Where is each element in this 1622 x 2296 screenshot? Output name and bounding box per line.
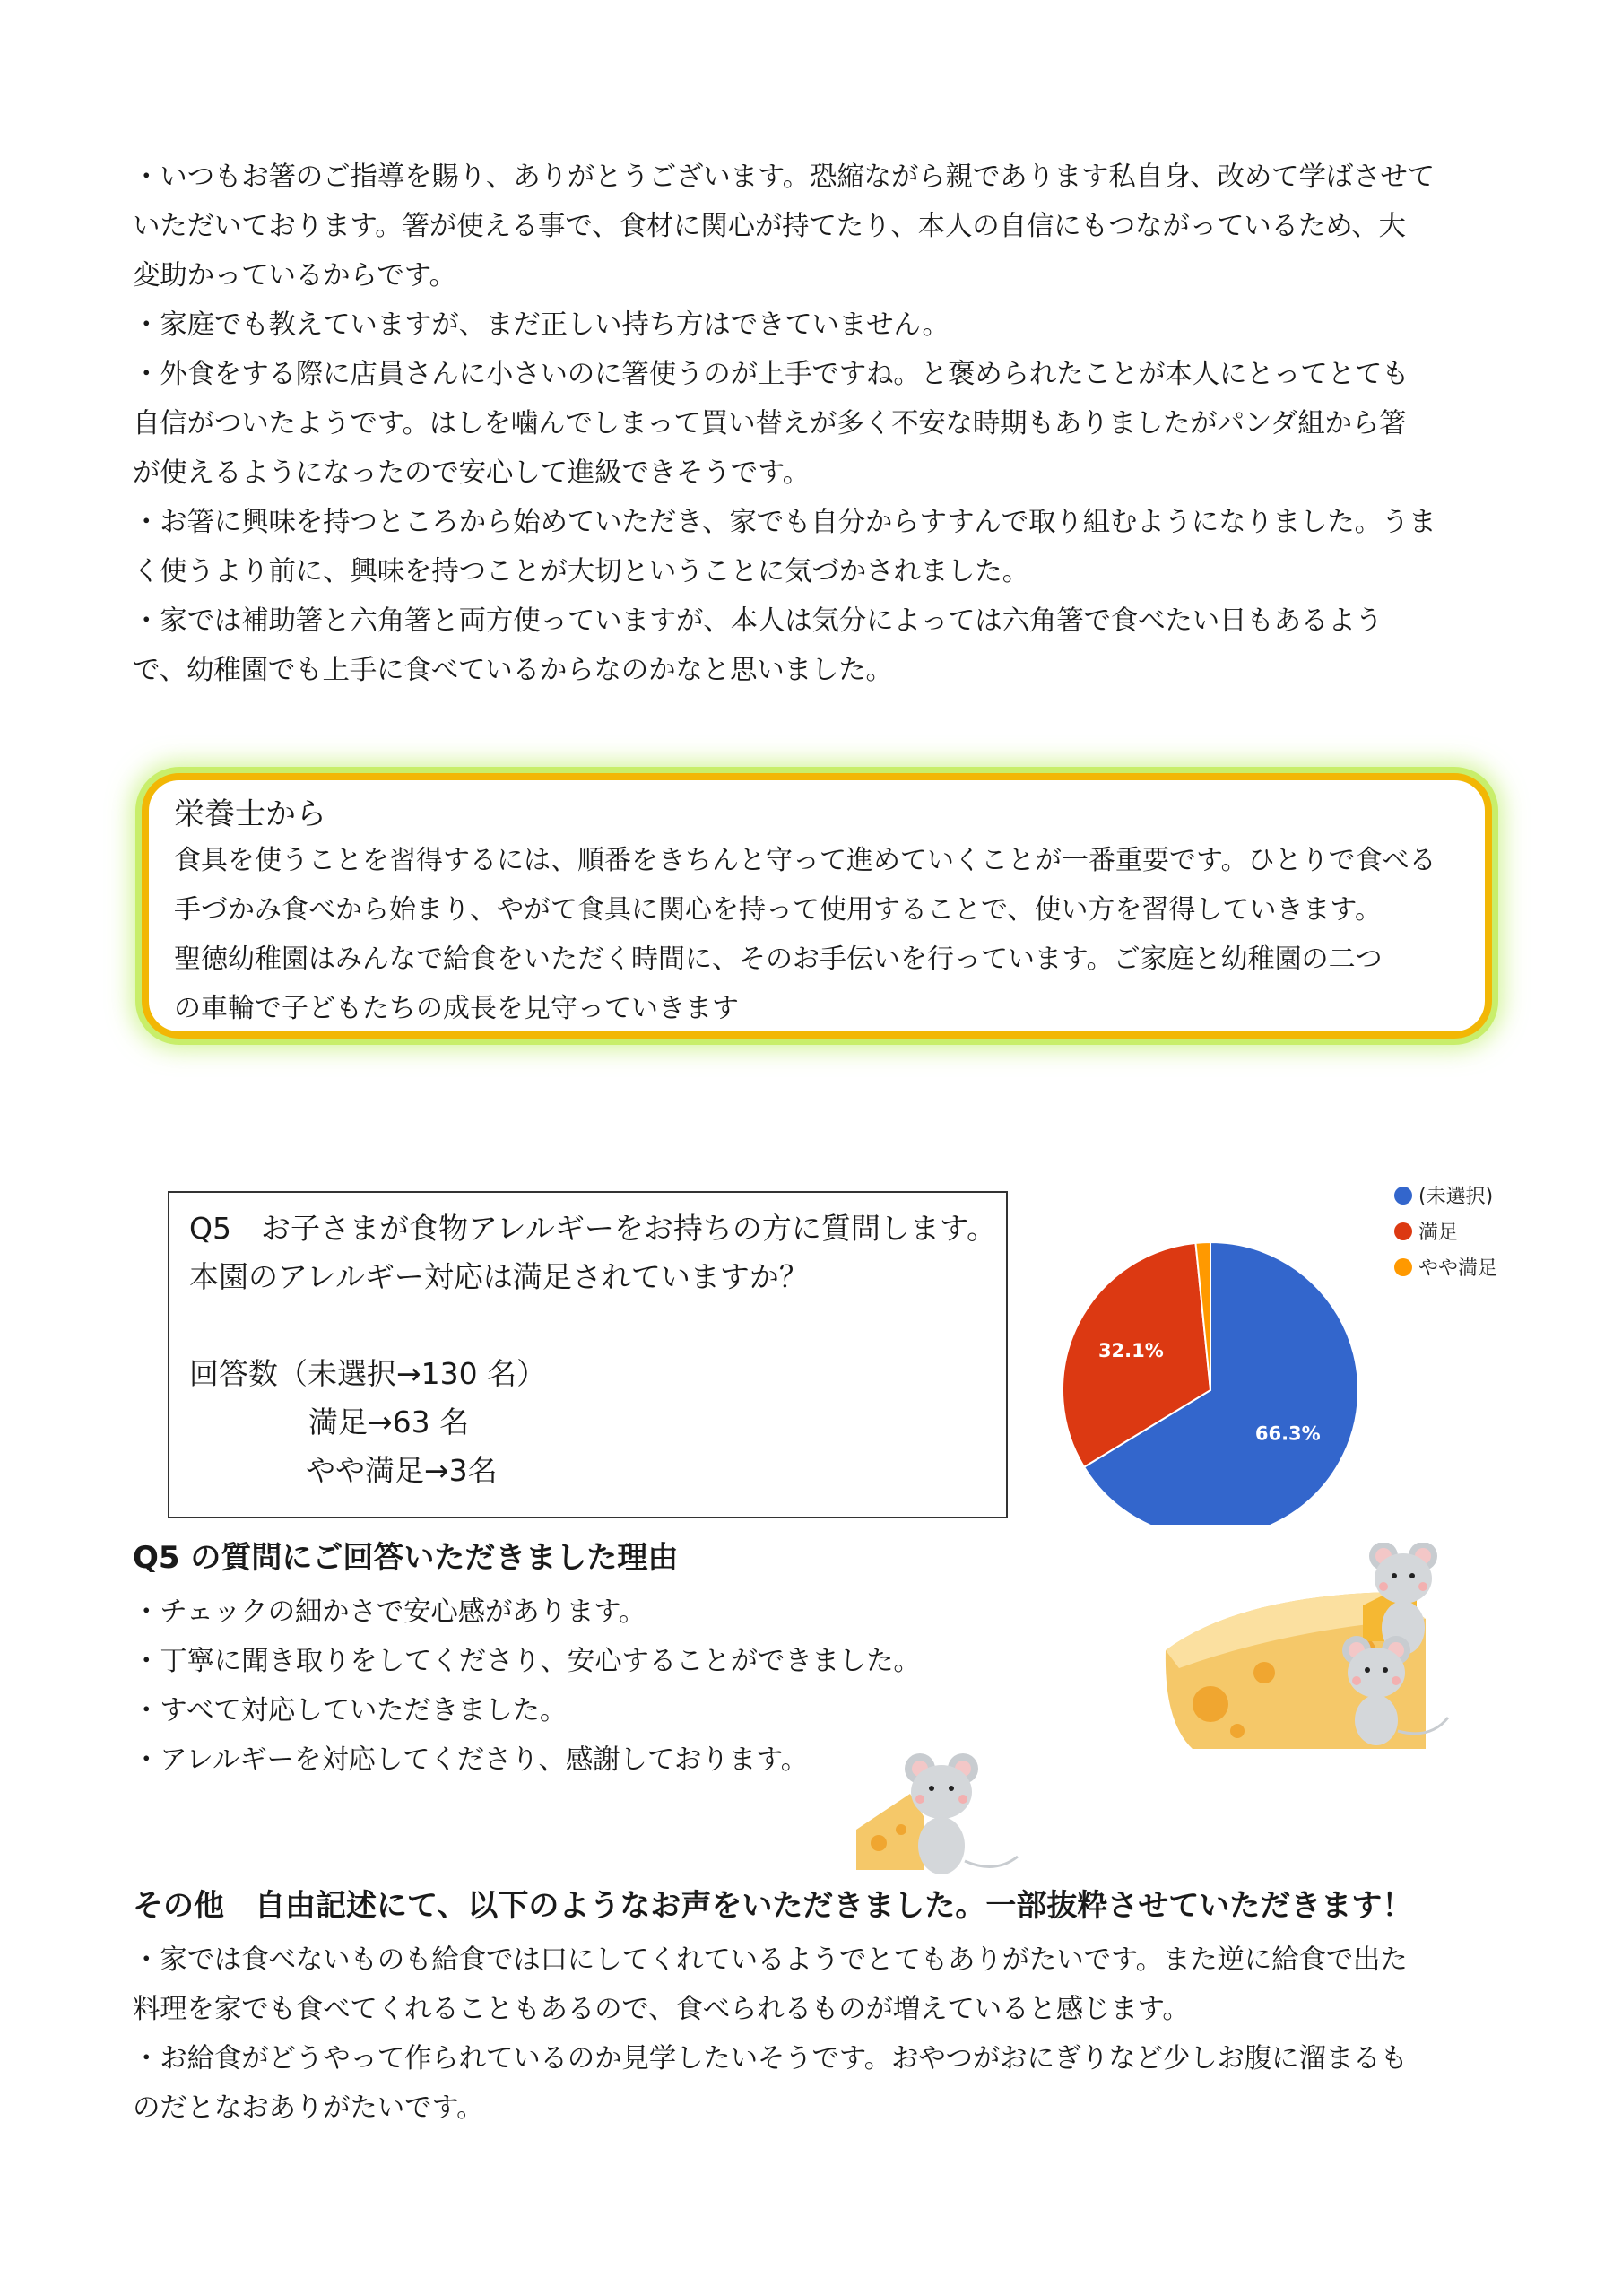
comment-line: ・お給食がどうやって作られているのか見学したいそうです。おやつがおにぎりなど少しお腹に溜まるも [133, 2043, 1408, 2074]
reason-item: ・チェックの細かさで安心感があります。 [133, 1596, 646, 1628]
nutritionist-line: の車輪で子どもたちの成長を見守っていきます [174, 993, 739, 1024]
reasons-heading: Q5 の質問にご回答いただきました理由 [133, 1540, 679, 1576]
comment-line: 料理を家でも食べてくれることもあるので、食べられるものが増えていると感じます。 [133, 1994, 1190, 2025]
comment-line: 変助かっているからです。 [133, 260, 456, 291]
reason-item: ・丁寧に聞き取りをしてくださり、安心することができました。 [133, 1646, 921, 1677]
legend-label: やや満足 [1418, 1257, 1497, 1280]
nutritionist-body [174, 836, 1436, 1033]
comment-line: のだとなおありがたいです。 [133, 2092, 484, 2124]
pie-data-label: 66.3% [1254, 1422, 1321, 1445]
legend-swatch [1394, 1258, 1412, 1276]
comment-line: ・家では補助箸と六角箸と両方使っていますが、本人は気分によっては六角箸で食べたい日もあるよう [133, 605, 1383, 637]
cheese-mice-illustration [1157, 1543, 1497, 1767]
comment-line: が使えるようになったので安心して進級できそうです。 [133, 457, 811, 489]
comment-line: ・家庭でも教えていますが、まだ正しい持ち方はできていません。 [133, 309, 950, 341]
reason-item: ・すべて対応していただきました。 [133, 1695, 568, 1726]
mouse-icon [1342, 1636, 1448, 1745]
parent-comments [133, 152, 1436, 695]
reasons-list [133, 1587, 921, 1785]
comment-line: いただいております。箸が使える事で、食材に関心が持てたり、本人の自信にもつながっているため、大 [133, 211, 1406, 242]
comment-line: ・家では食べないものも給食では口にしてくれているようでとてもありがたいです。また逆に給食で出た [133, 1944, 1408, 1976]
legend-label: 満足 [1418, 1222, 1459, 1244]
comment-line: ・いつもお箸のご指導を賜り、ありがとうございます。恐縮ながら親であります私自身、改めて学ばさせて [133, 161, 1435, 193]
legend-label: (未選択) [1418, 1186, 1494, 1208]
q5-question-line: Q5 お子さまが食物アレルギーをお持ちの方に質問します。 [189, 1211, 997, 1246]
q5-pie-chart [1049, 1166, 1497, 1525]
q5-count-somewhat: やや満足→3名 [306, 1453, 498, 1488]
nutritionist-note-box [142, 773, 1492, 1039]
other-comments [133, 1935, 1408, 2133]
nutritionist-line: 聖徳幼稚園はみんなで給食をいただく時間に、そのお手伝いを行っています。ご家庭と幼稚園の二つ [174, 944, 1383, 975]
nutritionist-line: 手づかみ食べから始まり、やがて食具に関心を持って使用することで、使い方を習得していきます。 [174, 894, 1382, 926]
nutritionist-heading: 栄養士から [174, 796, 326, 832]
comment-line: で、幼稚園でも上手に食べているからなのかなと思いました。 [133, 655, 893, 686]
mouse-cheese-illustration [847, 1744, 1027, 1879]
cheese-icon [856, 1794, 924, 1870]
comment-line: ・外食をする際に店員さんに小さいのに箸使うのが上手ですね。と褒められたことが本人にとってとても [133, 359, 1409, 390]
q5-count-heading: 回答数（未選択→130 名） [189, 1356, 547, 1391]
other-comments-heading: その他 自由記述にて、以下のようなお声をいただきました。一部抜粋させていただきます！ [133, 1888, 1413, 1924]
legend-swatch [1394, 1187, 1412, 1205]
q5-question-box [168, 1191, 1008, 1518]
reason-item: ・アレルギーを対応してくださり、感謝しております。 [133, 1744, 809, 1776]
pie-data-label: 32.1% [1097, 1339, 1164, 1361]
q5-count-satisfied: 満足→63 名 [308, 1405, 470, 1439]
comment-line: く使うより前に、興味を持つことが大切ということに気づかされました。 [133, 556, 1029, 587]
nutritionist-line: 食具を使うことを習得するには、順番をきちんと守って進めていくことが一番重要です。ひとりで食べる [174, 845, 1436, 876]
q5-question-line: 本園のアレルギー対応は満足されていますか？ [189, 1259, 809, 1294]
comment-line: 自信がついたようです。はしを噛んでしまって買い替えが多く不安な時期もありましたがパンダ組から箸 [133, 408, 1407, 439]
comment-line: ・お箸に興味を持つところから始めていただき、家でも自分からすすんで取り組むようになりました。うま [133, 507, 1436, 538]
legend-swatch [1394, 1222, 1412, 1240]
